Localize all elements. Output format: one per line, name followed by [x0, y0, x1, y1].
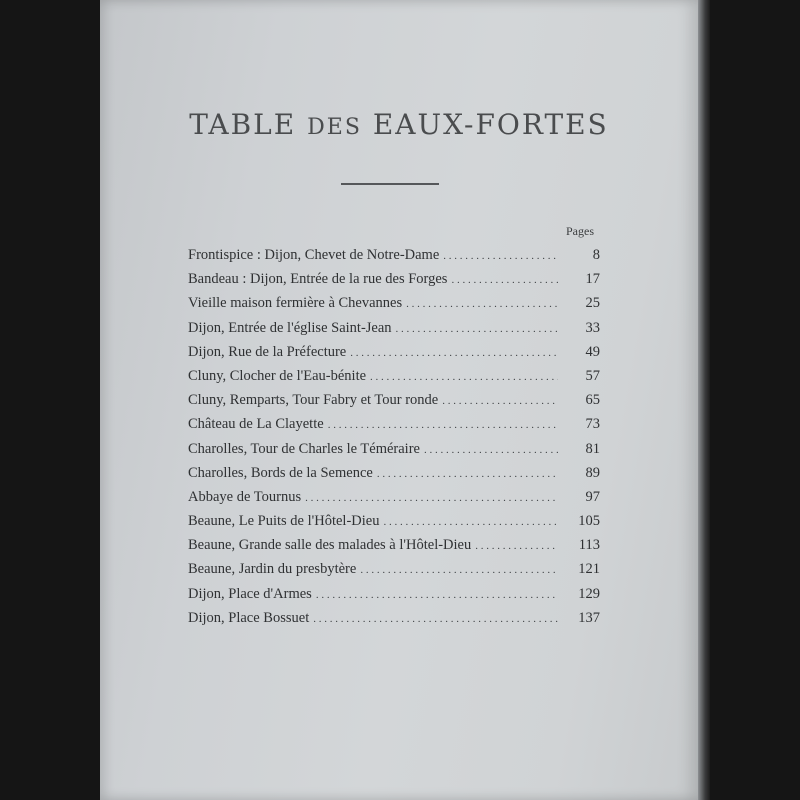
toc-entry-page: 97 [585, 488, 600, 505]
toc-entry-page: 17 [585, 271, 600, 288]
toc-entry [188, 247, 600, 271]
toc-entry-label: Frontispice : Dijon, Chevet de Notre-Dame [188, 247, 440, 263]
table-of-contents [188, 247, 600, 634]
toc-entry [188, 489, 600, 513]
dot-leader [377, 468, 558, 480]
toc-entry-label: Cluny, Remparts, Tour Fabry et Tour ronde [188, 392, 439, 409]
toc-entry-page: 8 [592, 247, 600, 263]
toc-entry-label: Abbaye de Tournus [188, 488, 302, 505]
toc-entry-label: Vieille maison fermière à Chevannes [188, 295, 403, 312]
toc-entry [188, 295, 600, 319]
dot-leader [475, 540, 558, 552]
dot-leader [424, 444, 558, 456]
toc-entry [188, 610, 600, 634]
toc-entry-page: 81 [585, 440, 600, 457]
toc-entry [188, 392, 600, 416]
book-page [100, 0, 698, 800]
dot-leader [406, 298, 558, 310]
toc-entry-label: Cluny, Clocher de l'Eau-bénite [188, 367, 367, 384]
title-word-eaux-fortes: EAUX-FORTES [372, 108, 609, 141]
dot-leader [313, 613, 558, 625]
toc-entry-page: 89 [585, 464, 600, 481]
toc-entry-page: 137 [578, 609, 600, 626]
toc-entry-page: 49 [585, 343, 600, 360]
dot-leader [443, 250, 558, 262]
toc-entry-label: Charolles, Tour de Charles le Téméraire [188, 440, 420, 457]
toc-entry-label: Château de La Clayette [188, 416, 324, 433]
toc-entry-page: 105 [578, 513, 600, 530]
toc-entry [188, 320, 600, 344]
toc-entry-page: 25 [585, 295, 600, 312]
toc-entry-label: Dijon, Entrée de l'église Saint-Jean [188, 319, 392, 336]
toc-entry [188, 537, 600, 561]
dot-leader [328, 419, 558, 431]
toc-entry-page: 65 [585, 392, 600, 409]
toc-entry-page: 33 [585, 319, 600, 336]
toc-entry [188, 271, 600, 295]
toc-entry-page: 113 [578, 537, 600, 554]
dot-leader [305, 492, 558, 504]
pages-column-header: Pages [566, 224, 594, 238]
toc-entry-page: 121 [578, 561, 600, 578]
toc-entry [188, 441, 600, 465]
title-word-table: TABLE [189, 108, 297, 141]
dot-leader [396, 323, 558, 335]
toc-entry-page: 129 [578, 585, 600, 602]
toc-entry [188, 561, 600, 585]
toc-entry [188, 368, 600, 392]
toc-entry-page: 57 [585, 367, 600, 384]
toc-entry-label: Dijon, Rue de la Préfecture [188, 343, 347, 360]
dot-leader [370, 371, 558, 383]
dot-leader [383, 516, 558, 528]
toc-entry [188, 586, 600, 610]
title-rule [341, 183, 439, 185]
page-edge-shadow [698, 0, 710, 800]
toc-entry [188, 513, 600, 537]
title-word-des: DES [307, 115, 362, 140]
page-title [100, 108, 698, 141]
toc-entry [188, 344, 600, 368]
toc-entry-label: Dijon, Place Bossuet [188, 609, 310, 626]
dot-leader [316, 589, 558, 601]
toc-entry-label: Beaune, Jardin du presbytère [188, 561, 357, 578]
dot-leader [451, 274, 558, 286]
toc-entry-label: Bandeau : Dijon, Entrée de la rue des Forges [188, 271, 448, 288]
toc-entry-label: Charolles, Bords de la Semence [188, 464, 373, 481]
dot-leader [360, 564, 558, 576]
dot-leader [350, 347, 558, 359]
toc-entry-label: Beaune, Le Puits de l'Hôtel-Dieu [188, 513, 380, 530]
toc-entry-page: 73 [585, 416, 600, 433]
toc-entry [188, 416, 600, 440]
toc-entry-label: Beaune, Grande salle des malades à l'Hôtel-Dieu [188, 537, 472, 554]
dot-leader [442, 395, 558, 407]
toc-entry [188, 465, 600, 489]
toc-entry-label: Dijon, Place d'Armes [188, 585, 312, 602]
